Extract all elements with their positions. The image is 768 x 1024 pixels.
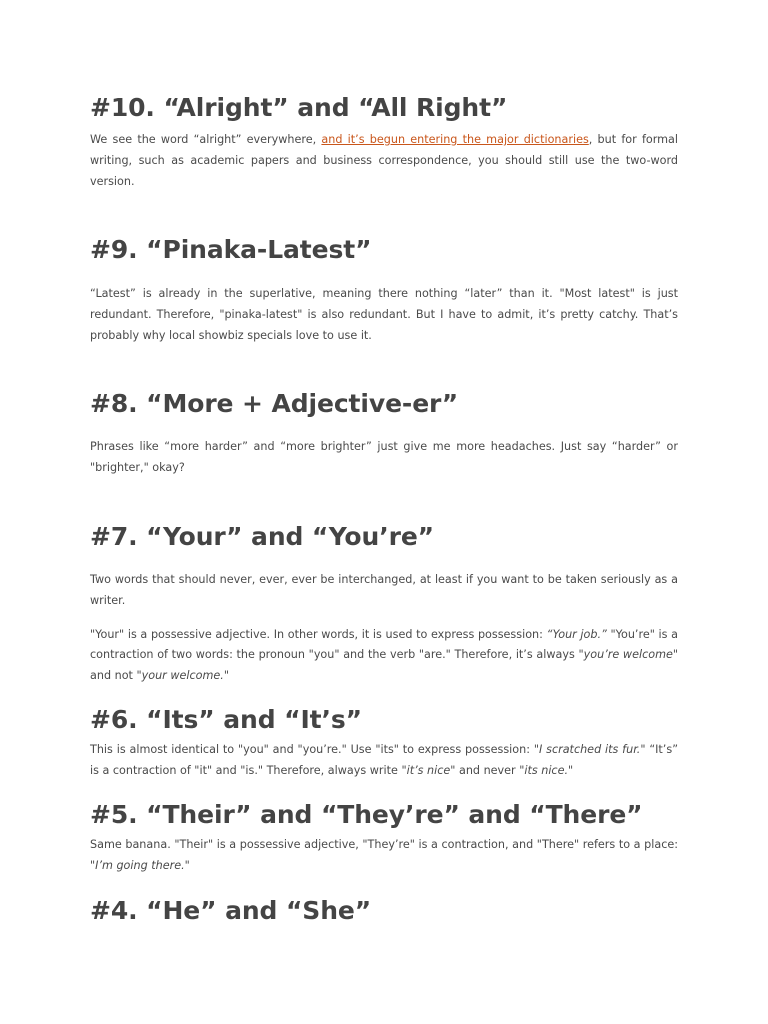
section-paragraph: “Latest” is already in the superlative, meaning there nothing “later” than it. "Most latest" is just redundant. Therefore, "pinaka-latest" is also redundant. But I have to admit, it’s pretty catchy. That’s probably why local showbiz specials love to use it. bbox=[90, 287, 678, 342]
section-heading: #6. “Its” and “It’s” bbox=[90, 705, 362, 734]
section-heading: #8. “More + Adjective-er” bbox=[90, 389, 459, 418]
section-heading: #9. “Pinaka-Latest” bbox=[90, 235, 372, 264]
section-its-its bbox=[90, 705, 678, 782]
section-paragraph: Two words that should never, ever, ever be interchanged, at least if you want to be taken seriously as a writer. bbox=[90, 573, 678, 607]
section-paragraph: Phrases like “more harder” and “more brighter” just give me more headaches. Just say “harder” or "brighter," okay? bbox=[90, 440, 678, 474]
section-their-theyre-there bbox=[90, 800, 678, 877]
section-paragraph: This is almost identical to "you" and "you’re." Use "its" to express possession: "I scratched its fur." “It’s” is a contraction of "it" and "is." Therefore, always write "it’s nice" and never "its nice." bbox=[90, 743, 678, 777]
section-heading: #4. “He” and “She” bbox=[90, 896, 372, 925]
section-more-adjective bbox=[90, 389, 678, 479]
section-alright bbox=[90, 93, 678, 192]
dictionaries-link[interactable]: and it’s begun entering the major dictionaries bbox=[321, 133, 589, 146]
section-your-youre bbox=[90, 522, 678, 687]
section-pinaka-latest bbox=[90, 235, 678, 346]
section-paragraph: Same banana. "Their" is a possessive adjective, "They’re" is a contraction, and "There" refers to a place: "I’m going there." bbox=[90, 838, 678, 872]
section-he-she bbox=[90, 896, 678, 926]
section-heading: #5. “Their” and “They’re” and “There” bbox=[90, 800, 643, 829]
section-paragraph: We see the word “alright” everywhere, and it’s begun entering the major dictionaries, but for formal writing, such as academic papers and business correspondence, you should still use the two-word version. bbox=[90, 133, 678, 188]
section-heading: #7. “Your” and “You’re” bbox=[90, 522, 435, 551]
section-paragraph: "Your" is a possessive adjective. In other words, it is used to express possession: “Your job.” "You’re" is a contraction of two words: the pronoun "you" and the verb "are." Therefore, it’s always "you’re welcome" and not "your welcome." bbox=[90, 627, 679, 683]
section-heading: #10. “Alright” and “All Right” bbox=[90, 93, 508, 122]
